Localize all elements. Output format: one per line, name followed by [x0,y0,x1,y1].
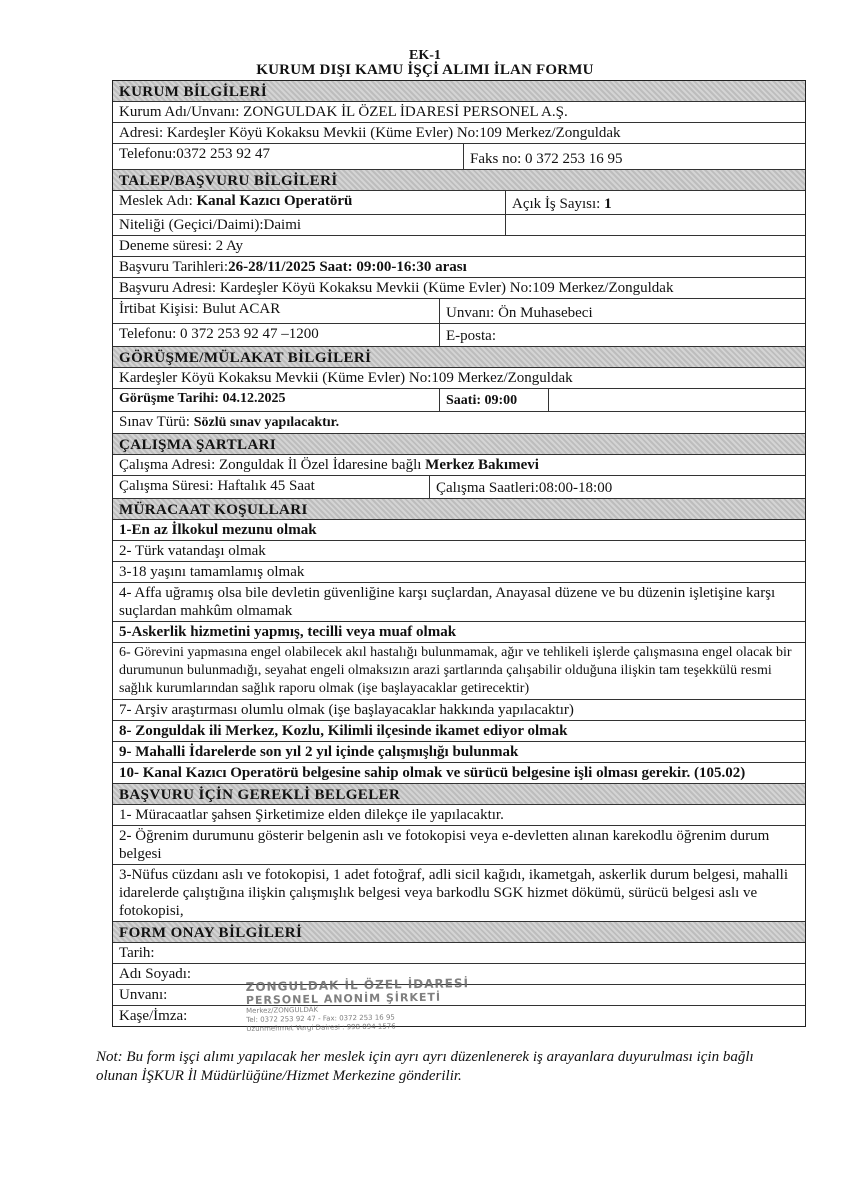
empty-cell [505,215,805,235]
institution-name: Kurum Adı/Unvanı: ZONGULDAK İL ÖZEL İDARESİ PERSONEL A.Ş. [113,102,805,123]
exam-type [113,412,805,434]
contact-row [113,299,805,324]
stamp-line: Merkez/ZONGULDAK [246,1005,319,1016]
job-value: Kanal Kazıcı Operatörü [196,193,353,209]
section-header-talep: TALEP/BAŞVURU BİLGİLERİ [113,170,805,191]
approval-stamp: Kaşe/İmza: [119,1008,188,1024]
exam-label: Sınav Türü: [119,414,194,430]
section-header-kurum: KURUM BİLGİLERİ [113,81,805,102]
section-header-onay: FORM ONAY BİLGİLERİ [113,922,805,943]
company-stamp [246,976,477,1034]
section-header-gorusme: GÖRÜŞME/MÜLAKAT BİLGİLERİ [113,347,805,368]
phone-fax-row [113,144,805,170]
work-address-value: Merkez Bakımevi [425,457,539,473]
work-address-label: Çalışma Adresi: Zonguldak İl Özel İdaresine bağlı [119,457,426,473]
approval-name: Adı Soyadı: [113,964,805,985]
approval-title: Unvanı: [113,985,805,1006]
exam-value: Sözlü sınav yapılacaktır. [193,415,340,430]
job-label: Meslek Adı: [119,193,197,209]
condition-item: 7- Arşiv araştırması olumlu olmak (işe başlayacaklar hakkında yapılacaktır) [113,700,805,721]
institution-fax: Faks no: 0 372 253 16 95 [463,144,805,169]
work-duration: Çalışma Süresi: Haftalık 45 Saat [119,478,315,494]
application-dates [113,257,805,278]
job-name [113,191,505,214]
trial-period: Deneme süresi: 2 Ay [113,236,805,257]
dates-label: Başvuru Tarihleri: [119,259,229,275]
approval-date: Tarih: [113,943,805,964]
condition-item: 3-18 yaşını tamamlamış olmak [113,562,805,583]
stamp-line: Tel: 0372 253 92 47 - Fax: 0372 253 16 95 [246,1013,395,1025]
interview-date: Görüşme Tarihi: 04.12.2025 [119,391,286,406]
condition-item: 1-En az İlkokul mezunu olmak [113,520,805,541]
institution-phone: Telefonu:0372 253 92 47 [119,146,271,162]
contact-title: Unvanı: Ön Muhasebeci [439,299,805,323]
form-title: KURUM DIŞI KAMU İŞÇİ ALIMI İLAN FORMU [256,62,594,78]
job-quality: Niteliği (Geçici/Daimi):Daimi [119,217,302,233]
interview-date-row [113,389,805,412]
open-label: Açık İş Sayısı: [512,196,605,212]
condition-item: 4- Affa uğramış olsa bile devletin güvenliğine karşı suçlardan, Anayasal düzene ve bu düzenin işletişine karşı suçlardan mahkûm olmamak [113,583,805,622]
interview-time: Saati: 09:00 [439,389,549,411]
footer-note: Not: Bu form işçi alımı yapılacak her meslek için ayrı ayrı düzenlenerek iş arayanlara duyurulması için bağlı olunan İŞKUR İl Müdürlüğüne/Hizmet Merkezine gönderilir. [96,1049,754,1084]
stamp-line: PERSONEL ANONİM ŞİRKETİ [245,990,442,1008]
open-positions [505,191,805,214]
announcement-form [112,80,806,1027]
application-address: Başvuru Adresi: Kardeşler Köyü Kokaksu Mevkii (Küme Evler) No:109 Merkez/Zonguldak [113,278,805,299]
contact-person: İrtibat Kişisi: Bulut ACAR [119,301,281,317]
dates-value: 26-28/11/2025 Saat: 09:00-16:30 arası [228,259,467,275]
condition-item: 9- Mahalli İdarelerde son yıl 2 yıl içinde çalışmışlığı bulunmak [113,742,805,763]
contact-phone: Telefonu: 0 372 253 92 47 –1200 [119,326,319,342]
section-header-belgeler: BAŞVURU İÇİN GEREKLİ BELGELER [113,784,805,805]
institution-address: Adresi: Kardeşler Köyü Kokaksu Mevkii (Küme Evler) No:109 Merkez/Zonguldak [113,123,805,144]
section-header-muracaat: MÜRACAAT KOŞULLARI [113,499,805,520]
condition-item: 6- Görevini yapmasına engel olabilecek akıl hastalığı bulunmamak, ağır ve tehlikeli işlerde çalışmasına engel olacak bir durumunun bulunmadığı, seyahat engeli olmaksızın arazi şartlarında çalışabilir olduğuna ilişkin tam teşekkülü resmi sağlık kurumlarından sağlık raporu olmak (işe başlayacaklar getirecektir) [113,643,805,700]
document-item: 1- Müracaatlar şahsen Şirketimize elden dilekçe ile yapılacaktır. [113,805,805,826]
document-item: 3-Nüfus cüzdanı aslı ve fotokopisi, 1 adet fotoğraf, adli sicil kağıdı, ikametgah, askerlik durum belgesi, mahalli idarelerde çalıştığına ilişkin çalışmışlık belgesi veya barkodlu SGK hizmet dökümü, sürücü belgesi aslı ve fotokopisi, [113,865,805,922]
stamp-line: ZONGULDAK İL ÖZEL İDARESİ [245,976,470,995]
contact-phone-row [113,324,805,347]
annex-label: EK-1 [409,48,441,63]
job-row [113,191,805,215]
condition-item: 8- Zonguldak ili Merkez, Kozlu, Kilimli ilçesinde ikamet ediyor olmak [113,721,805,742]
work-address [113,455,805,476]
contact-email: E-posta: [439,324,805,346]
quality-row [113,215,805,236]
condition-item: 5-Askerlik hizmetini yapmış, tecilli veya muaf olmak [113,622,805,643]
condition-item: 2- Türk vatandaşı olmak [113,541,805,562]
stamp-line: Uzunmehmet Vergi Dairesi : 998 094 1576 [246,1022,396,1034]
open-value: 1 [604,196,612,212]
work-time-row [113,476,805,499]
work-hours: Çalışma Saatleri:08:00-18:00 [429,476,805,498]
condition-item: 10- Kanal Kazıcı Operatörü belgesine sahip olmak ve sürücü belgesine işli olması gerekir. (105.02) [113,763,805,784]
interview-address: Kardeşler Köyü Kokaksu Mevkii (Küme Evler) No:109 Merkez/Zonguldak [113,368,805,389]
section-header-calisma: ÇALIŞMA ŞARTLARI [113,434,805,455]
document-item: 2- Öğrenim durumunu gösterir belgenin aslı ve fotokopisi veya e-devletten alınan karekodlu öğrenim durum belgesi [113,826,805,865]
